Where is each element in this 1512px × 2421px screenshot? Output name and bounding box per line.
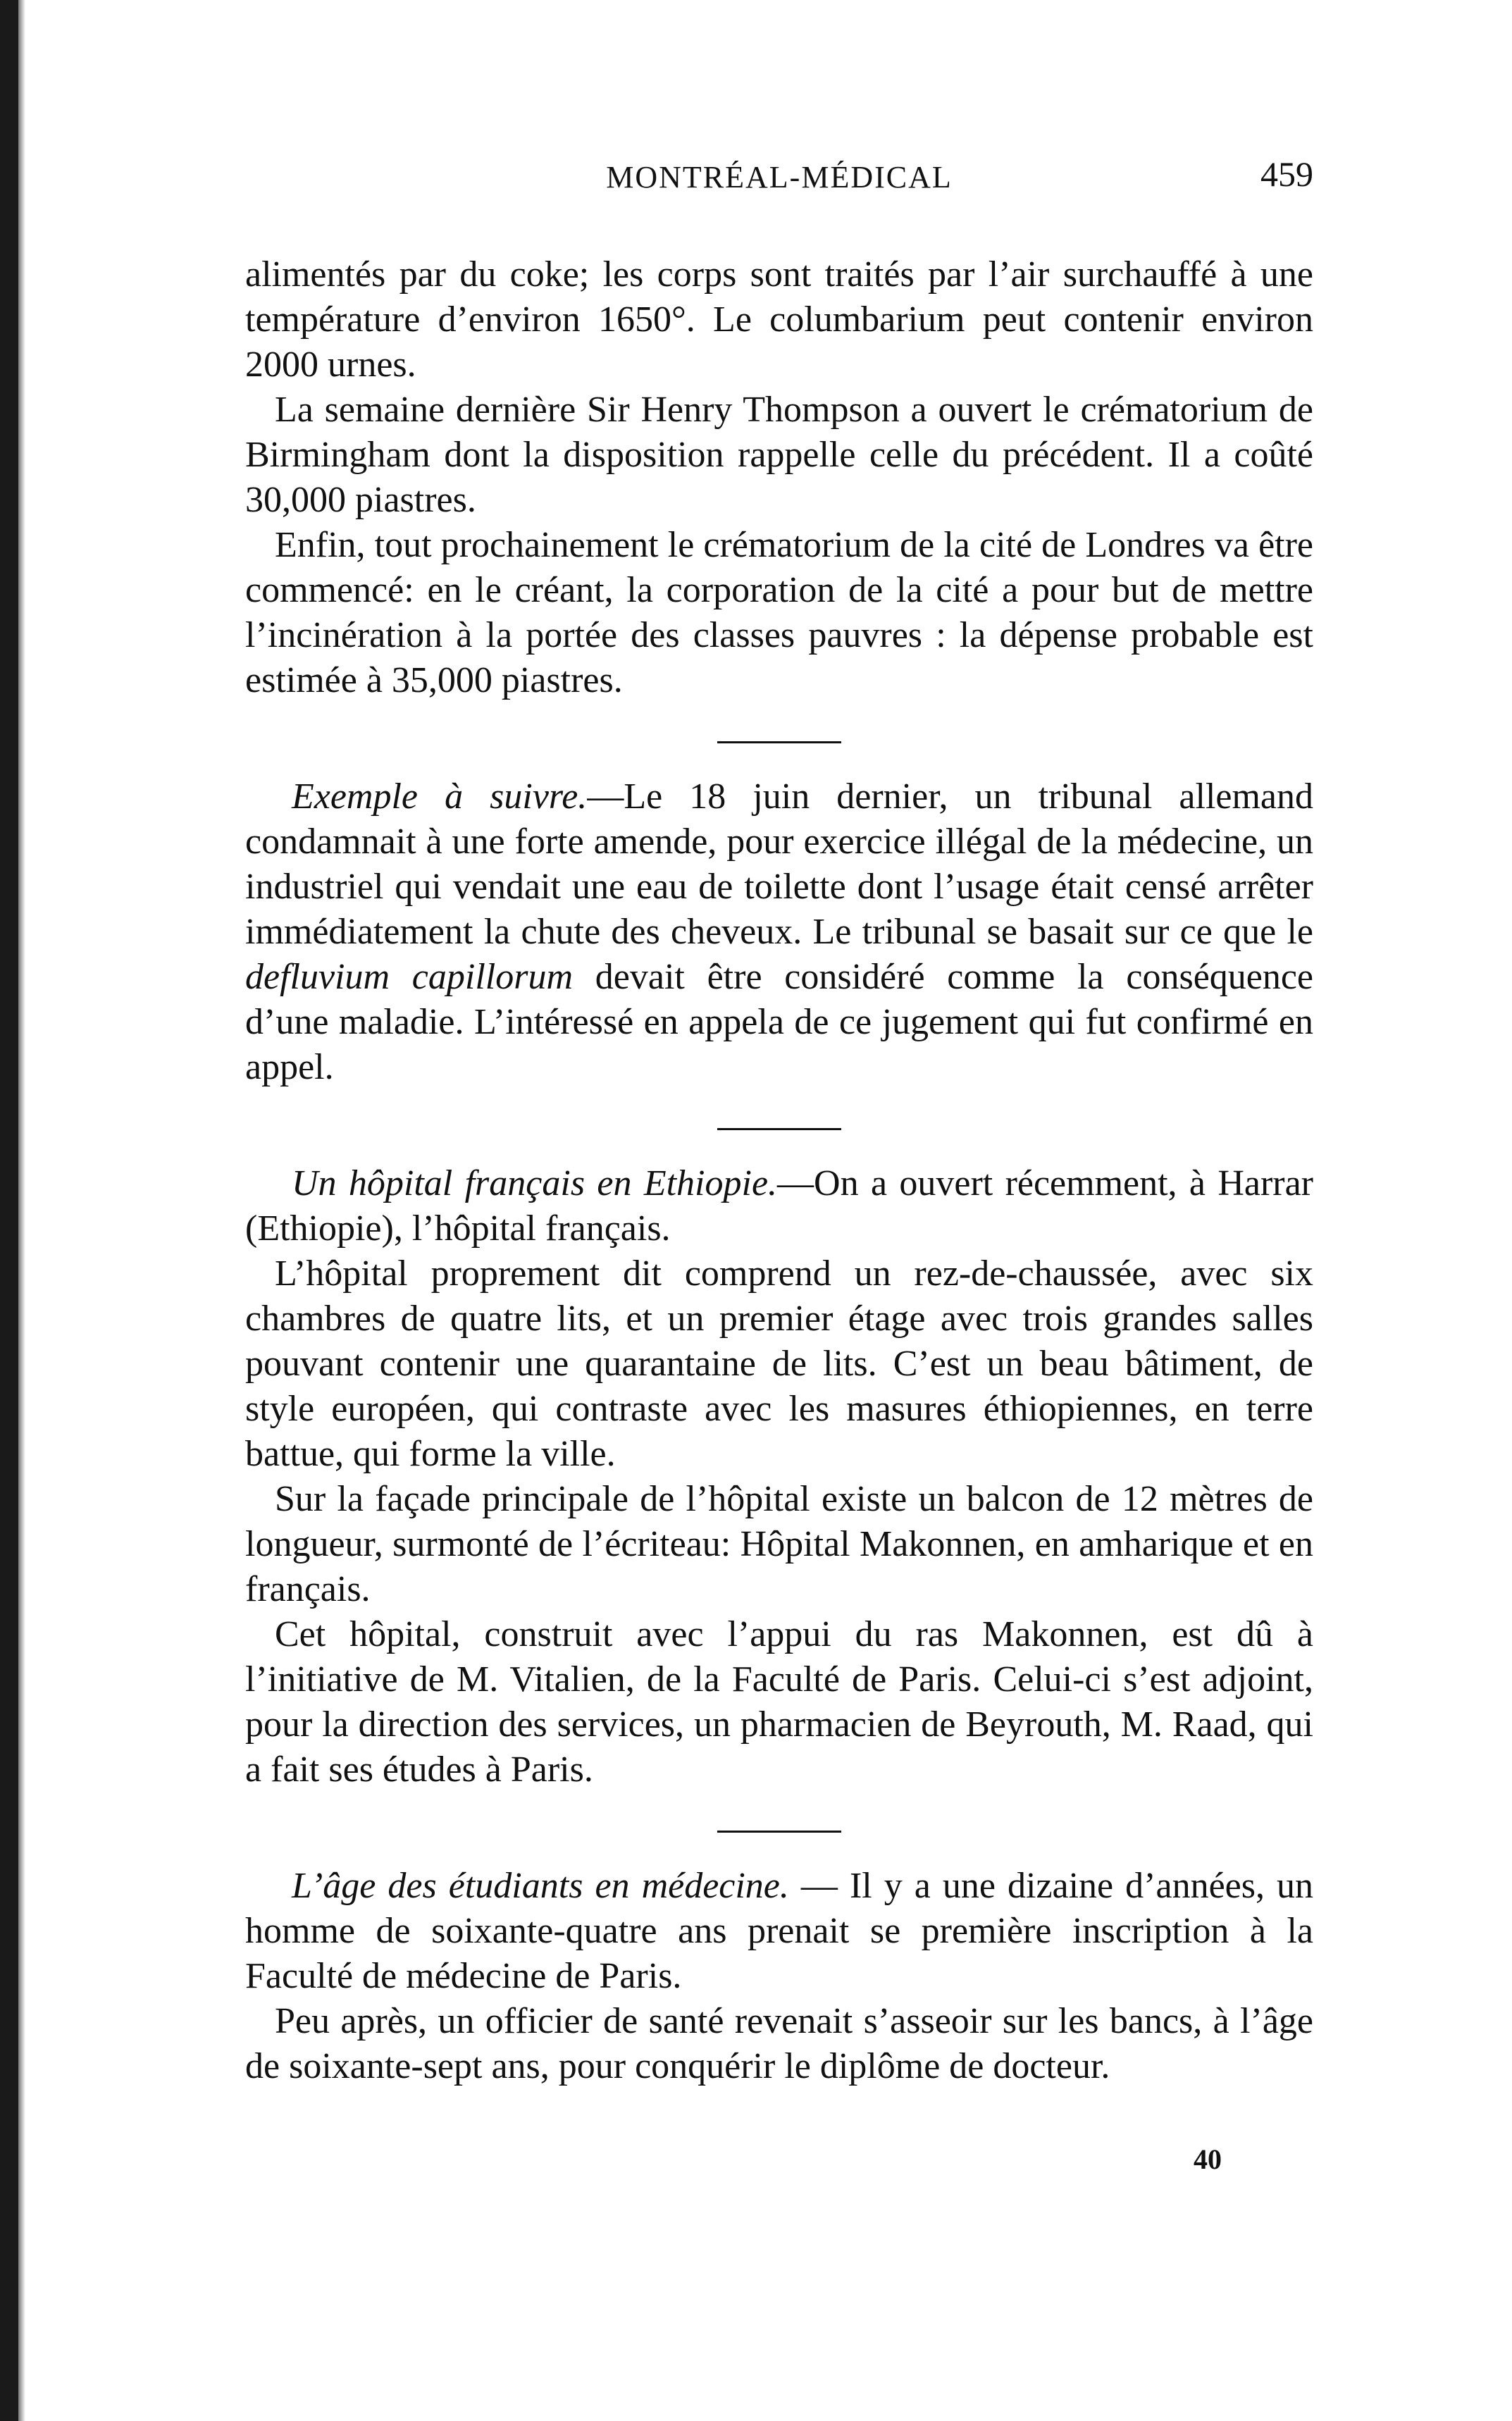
paragraph: alimentés par du coke; les corps sont traités par l’air surchauffé à une température d’environ 1650°. Le columbarium peut contenir environ 2000 urnes. <box>245 254 1313 385</box>
section-heading: L’âge des étudiants en médecine. <box>292 1866 789 1906</box>
paragraph <box>245 1161 1313 1251</box>
paragraph-text: devait être considéré comme la conséquence d’une maladie. L’intéressé en appela de ce jugement qui fut confirmé en appel. <box>245 957 1314 1087</box>
section-cremation-continued <box>245 252 1313 703</box>
paragraph: Cet hôpital, construit avec l’appui du ras Makonnen, est dû à l’initiative de M. Vitalien, de la Faculté de Paris. Celui-ci s’est adjoint, pour la direction des services, un pharmacien de Beyrouth, M. Raad, qui a fait ses études à Paris. <box>245 1614 1313 1790</box>
section-age-etudiants <box>245 1864 1313 2089</box>
paragraph: Sur la façade principale de l’hôpital existe un balcon de 12 mètres de longueur, surmonté de l’écriteau: Hôpital Makonnen, en amharique et en français. <box>245 1479 1313 1609</box>
paragraph: L’hôpital proprement dit comprend un rez-de-chaussée, avec six chambres de quatre lits, et un premier étage avec trois grandes salles pouvant contenir une quarantaine de lits. C’est un beau bâtiment, de style européen, qui contraste avec les masures éthiopiennes, en terre battue, qui forme la ville. <box>245 1253 1313 1474</box>
section-divider <box>717 741 841 743</box>
italic-term: defluvium capillorum <box>245 957 574 997</box>
paragraph-text: —On a ouvert récemment, à Harrar (Ethiopie), l’hôpital français. <box>245 1163 1313 1249</box>
paragraph: La semaine dernière Sir Henry Thompson a ouvert le crématorium de Birmingham dont la disposition rappelle celle du précédent. Il a coûté 30,000 piastres. <box>245 390 1313 520</box>
page-number: 459 <box>1260 154 1313 194</box>
paragraph-text: — Il y a une dizaine d’années, un homme de soixante-quatre ans prenait se première inscription à la Faculté de médecine de Paris. <box>245 1866 1313 1996</box>
printer-signature-mark: 40 <box>1194 2143 1222 2175</box>
paragraph: Peu après, un officier de santé revenait s’asseoir sur les bancs, à l’âge de soixante-sept ans, pour conquérir le diplôme de docteur. <box>245 2001 1313 2086</box>
running-header <box>245 154 1313 203</box>
paragraph <box>245 774 1313 1090</box>
section-hopital-ethiopie <box>245 1161 1313 1792</box>
scan-binding-edge <box>0 0 18 2421</box>
document-page <box>245 154 1313 2089</box>
section-heading: Exemple à suivre. <box>292 776 588 817</box>
paragraph <box>245 1864 1313 1999</box>
section-divider <box>717 1831 841 1833</box>
section-exemple-a-suivre <box>245 774 1313 1090</box>
paragraph: Enfin, tout prochainement le crématorium de la cité de Londres va être commencé: en le créant, la corporation de la cité a pour but de mettre l’incinération à la portée des classes pauvres : la dépense probable est estimée à 35,000 piastres. <box>245 525 1313 700</box>
section-divider <box>717 1128 841 1130</box>
paragraph-text: —Le 18 juin dernier, un tribunal allemand condamnait à une forte amende, pour exercice illégal de la médecine, un industriel qui vendait une eau de toilette dont l’usage était censé arrêter immédiatement la chute des cheveux. Le tribunal se basait sur ce que le <box>245 776 1313 952</box>
section-heading: Un hôpital français en Ethiopie. <box>292 1163 778 1203</box>
running-title: MONTRÉAL-MÉDICAL <box>606 160 953 194</box>
